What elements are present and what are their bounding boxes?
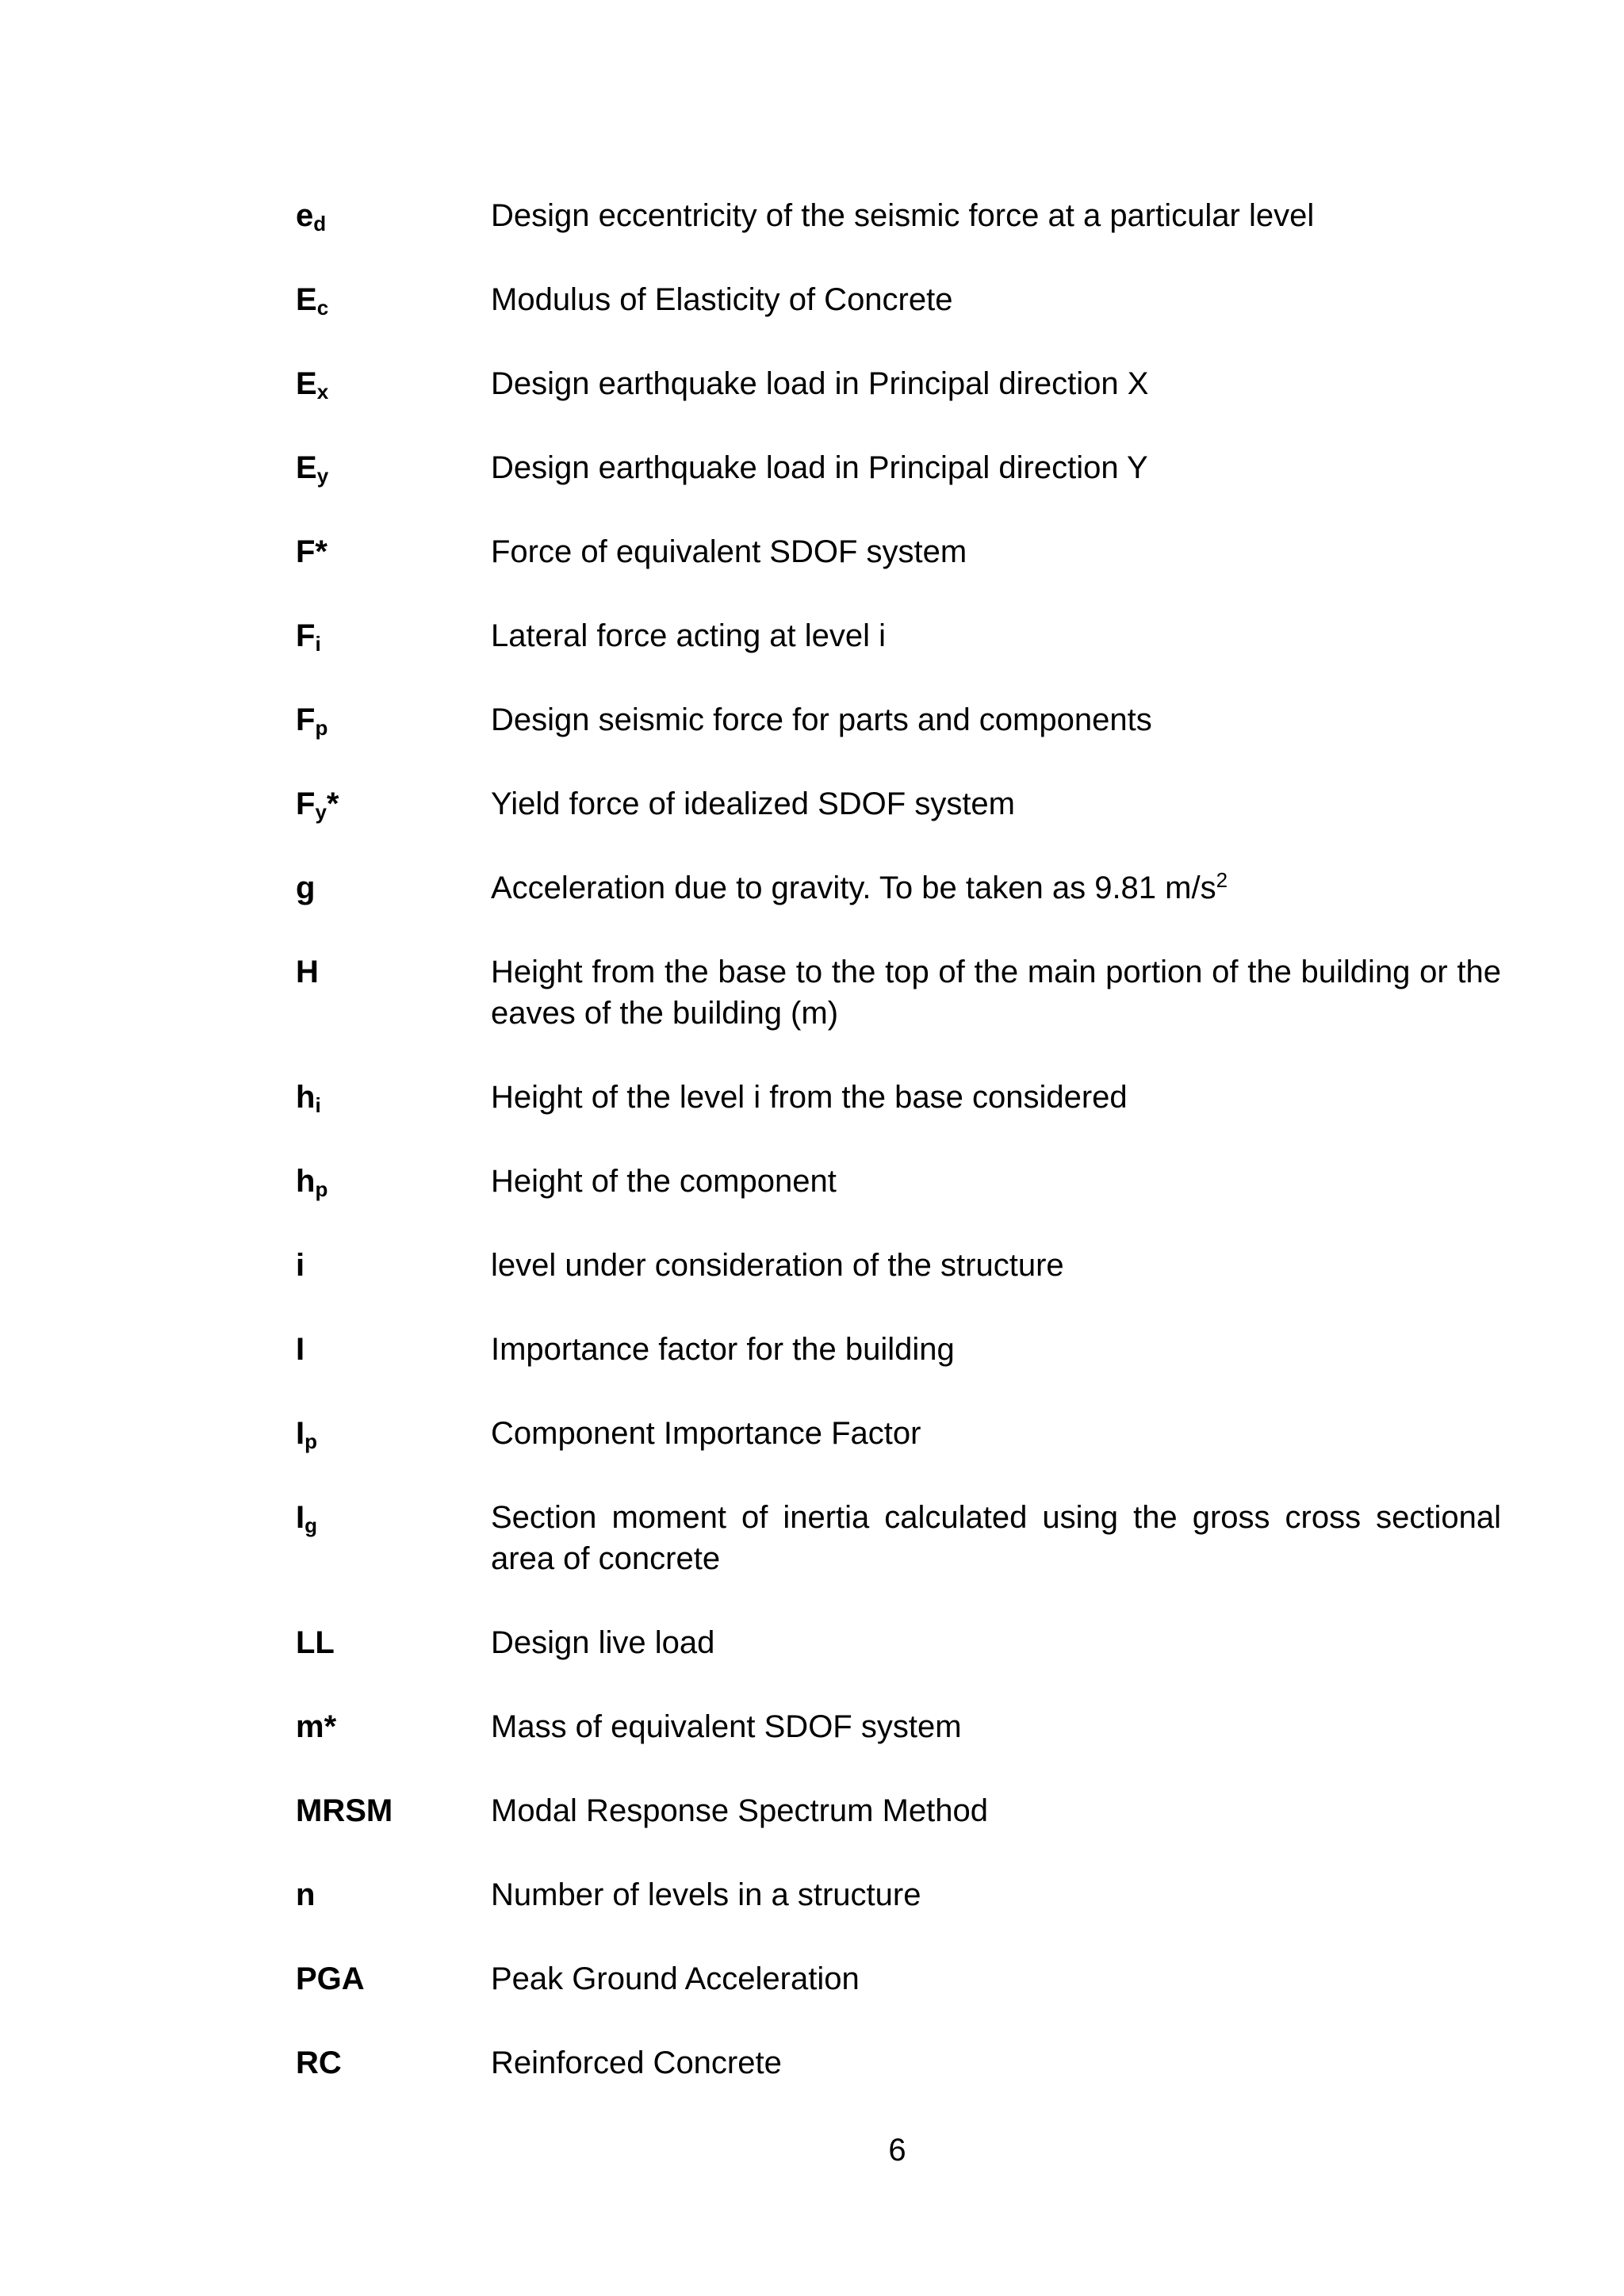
glossary-entry [296,1958,1501,1999]
definition-text: Design eccentricity of the seismic force at a particular level [491,198,1315,233]
glossary-symbol [296,363,328,404]
glossary-definition [491,699,1501,740]
symbol-subscript: y [316,464,329,488]
glossary-symbol [296,699,327,740]
symbol-base: g [296,871,316,905]
glossary-entry [296,1161,1501,1202]
glossary-symbol [296,1077,321,1118]
glossary-definition [491,1958,1501,1999]
glossary-entry [296,363,1501,404]
glossary-definition [491,2042,1501,2084]
symbol-base: h [296,1080,316,1115]
glossary-definition [491,1874,1501,1915]
symbol-base: F [296,618,316,653]
symbol-subscript: p [315,716,328,740]
glossary-symbol [296,1329,304,1370]
symbol-subscript: i [315,1093,321,1117]
definition-text: Number of levels in a structure [491,1877,921,1912]
glossary-symbol [296,1497,317,1538]
glossary-symbol [296,1413,317,1454]
symbol-base: E [296,282,317,317]
glossary-entry [296,1245,1501,1286]
glossary-entry [296,1874,1501,1915]
symbol-subscript: x [316,380,329,404]
glossary-entry [296,1497,1501,1579]
definition-text: Design live load [491,1625,715,1660]
symbol-base: MRSM [296,1793,393,1828]
definition-text: Design seismic force for parts and components [491,702,1152,737]
glossary-definition [491,1497,1501,1579]
glossary-symbol [296,531,327,572]
glossary-definition [491,867,1501,909]
glossary-definition [491,447,1501,488]
glossary-definition [491,951,1501,1034]
symbol-subscript: p [304,1429,318,1453]
glossary-entry [296,699,1501,740]
definition-text: Mass of equivalent SDOF system [491,1709,962,1744]
symbol-subscript: g [304,1513,318,1537]
glossary-definition [491,783,1501,825]
glossary-definition [491,1706,1501,1747]
glossary-symbol [296,1706,336,1747]
symbol-base: E [296,450,317,485]
glossary-definition [491,1245,1501,1286]
glossary-definition [491,363,1501,404]
glossary-definition [491,531,1501,572]
symbol-subscript: c [316,296,329,320]
glossary-entry [296,1706,1501,1747]
symbol-glossary [296,195,1501,2126]
symbol-base: i [296,1248,305,1283]
definition-text: Height of the component [491,1164,837,1199]
glossary-entry [296,447,1501,488]
symbol-base: PGA [296,1961,365,1996]
glossary-symbol [296,447,328,488]
definition-text: level under consideration of the structure [491,1248,1064,1283]
glossary-symbol [296,1161,327,1202]
symbol-base: m* [296,1709,337,1744]
symbol-base: h [296,1164,316,1199]
glossary-entry [296,531,1501,572]
symbol-subscript: i [315,632,321,656]
symbol-base: n [296,1877,316,1912]
glossary-definition [491,1329,1501,1370]
symbol-subscript: y [315,800,327,824]
symbol-base: E [296,366,317,401]
symbol-base: F* [296,534,327,569]
glossary-entry [296,615,1501,656]
glossary-entry [296,951,1501,1034]
symbol-subscript: p [315,1177,328,1201]
symbol-base: RC [296,2045,342,2080]
symbol-base: F [296,702,316,737]
glossary-symbol [296,951,319,993]
glossary-entry [296,1077,1501,1118]
definition-text: Component Importance Factor [491,1416,921,1451]
glossary-definition [491,279,1501,320]
symbol-base: I [296,1416,305,1451]
symbol-base: F [296,786,316,821]
glossary-symbol [296,2042,342,2084]
definition-text: Lateral force acting at level i [491,618,887,653]
glossary-entry [296,1790,1501,1831]
glossary-entry [296,783,1501,825]
glossary-entry [296,1622,1501,1663]
glossary-definition [491,1790,1501,1831]
glossary-symbol [296,1245,304,1286]
definition-superscript: 2 [1216,868,1228,892]
definition-text: Height from the base to the top of the main portion of the building or the eaves of the building (m) [491,955,1501,1031]
glossary-definition [491,1413,1501,1454]
glossary-symbol [296,615,321,656]
definition-text: Peak Ground Acceleration [491,1961,860,1996]
symbol-base: H [296,955,319,989]
definition-text: Design earthquake load in Principal direction X [491,366,1149,401]
definition-text: Acceleration due to gravity. To be taken as 9.81 m/s [491,871,1216,905]
definition-text: Modal Response Spectrum Method [491,1793,988,1828]
definition-text: Section moment of inertia calculated using the gross cross sectional area of concrete [491,1500,1501,1576]
glossary-symbol [296,1790,393,1831]
definition-text: Force of equivalent SDOF system [491,534,967,569]
glossary-symbol [296,1874,315,1915]
glossary-symbol [296,279,328,320]
definition-text: Importance factor for the building [491,1332,955,1367]
glossary-definition [491,1161,1501,1202]
symbol-base: I [296,1500,305,1535]
glossary-definition [491,1077,1501,1118]
glossary-symbol [296,195,326,236]
glossary-entry [296,279,1501,320]
definition-text: Design earthquake load in Principal direction Y [491,450,1148,485]
glossary-entry [296,2042,1501,2084]
symbol-suffix: * [326,786,339,821]
glossary-definition [491,1622,1501,1663]
glossary-definition [491,615,1501,656]
glossary-symbol [296,783,339,825]
glossary-definition [491,195,1501,236]
glossary-entry [296,195,1501,236]
glossary-entry [296,867,1501,909]
definition-text: Height of the level i from the base considered [491,1080,1128,1115]
glossary-symbol [296,1958,365,1999]
page-number: 6 [888,2133,906,2168]
definition-text: Yield force of idealized SDOF system [491,786,1015,821]
symbol-subscript: d [313,212,327,235]
symbol-base: I [296,1332,305,1367]
glossary-symbol [296,1622,335,1663]
symbol-base: e [296,198,314,233]
definition-text: Reinforced Concrete [491,2045,782,2080]
glossary-entry [296,1413,1501,1454]
glossary-symbol [296,867,315,909]
glossary-entry [296,1329,1501,1370]
symbol-base: LL [296,1625,335,1660]
definition-text: Modulus of Elasticity of Concrete [491,282,953,317]
